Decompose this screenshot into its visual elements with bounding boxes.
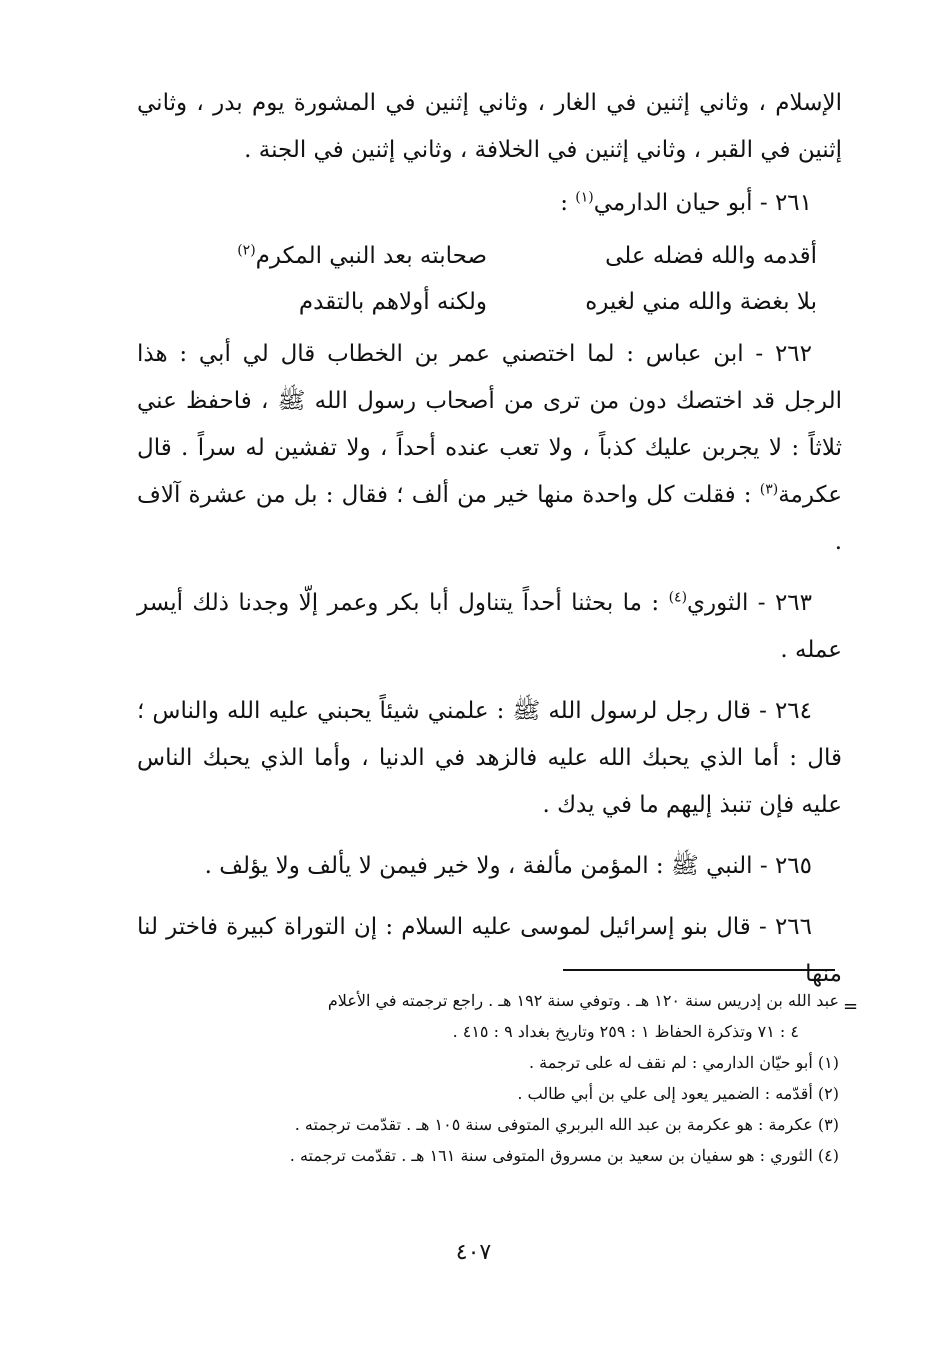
footnote-ref-4: (٤) (668, 589, 688, 606)
footnote-continuation-line-2 (139, 1016, 839, 1047)
footnote-continuation-marker: = (843, 996, 859, 1017)
poem-verse-2 (137, 279, 817, 325)
footnote-continuation-line-1 (139, 985, 839, 1016)
footnote-text: (١) أبو حيّان الدارمي : لم نقف له على ترجمة . (529, 1053, 839, 1072)
paragraph-text: : ما بحثنا أحداً يتناول أبا بكر وعمر إلّا وجدنا ذلك أيسر عمله . (137, 590, 842, 663)
footnote-divider (563, 969, 835, 971)
paragraph-text: ٢٦٥ - النبي ﷺ : المؤمن مألفة ، ولا خير فيمن لا يألف ولا يؤلف . (204, 853, 812, 879)
paragraph-text: ٢٦٦ - قال بنو إسرائيل لموسى عليه السلام : إن التوراة كبيرة فاختر لنا منها (137, 914, 842, 987)
paragraph-265 (137, 843, 842, 890)
entry-heading-tail: : (560, 190, 576, 216)
paragraph-text: الإسلام ، وثاني إثنين في الغار ، وثاني إثنين في المشورة يوم بدر ، وثاني إثنين في القبر ، وثاني إثنين في الخلافة ، وثاني إثنين في الجنة . (137, 90, 842, 163)
page-number: ٤٠٧ (455, 1240, 492, 1265)
hemistich-right (487, 279, 817, 325)
footnote-ref-1: (١) (575, 189, 594, 206)
footnotes (139, 985, 839, 1171)
main-text (137, 80, 842, 998)
paragraph-264 (137, 688, 842, 829)
paragraph-text: ٢٦٢ - ابن عباس : لما اختصني عمر بن الخطاب قال لي أبي : هذا الرجل قد اختصك دون من ترى من أصحاب رسول الله ﷺ ، فاحفظ عني ثلاثاً : لا يجربن عليك كذباً ، ولا تعب عنده أحداً ، ولا تفشين له سراً . قال عكرمة (137, 341, 842, 508)
footnote-ref-2: (٢) (237, 242, 256, 259)
entry-heading: ٢٦١ - أبو حيان الدارمي (593, 190, 812, 216)
poem (137, 233, 842, 325)
footnote-text: (٤) الثوري : هو سفيان بن سعيد بن مسروق المتوفى سنة ١٦١ هـ . تقدّمت ترجمته . (289, 1146, 839, 1165)
footnote-ref-3: (٣) (759, 481, 779, 498)
paragraph-text: : فقلت كل واحدة منها خير من ألف ؛ فقال : بل من عشرة آلاف . (137, 482, 842, 555)
poem-verse-1 (137, 233, 817, 279)
footnote-3 (139, 1109, 839, 1140)
hemistich-text: ولكنه أولاهم بالتقدم (298, 289, 487, 315)
paragraph-text: ٢٦٣ - الثوري (687, 590, 812, 616)
hemistich-right (487, 233, 817, 279)
footnote-text: (٢) أقدّمه : الضمير يعود إلى علي بن أبي طالب . (517, 1084, 839, 1103)
hemistich-text: صحابته بعد النبي المكرم (255, 243, 487, 269)
footnote-text: عبد الله بن إدريس سنة ١٢٠ هـ . وتوفي سنة ١٩٢ هـ . راجع ترجمته في الأعلام (327, 991, 839, 1010)
hemistich-text: بلا بغضة والله مني لغيره (585, 289, 817, 315)
hemistich-text: أقدمه والله فضله على (605, 243, 817, 269)
hemistich-left (152, 233, 487, 279)
paragraph-263 (137, 580, 842, 674)
paragraph-266 (137, 904, 842, 998)
footnote-text: (٣) عكرمة : هو عكرمة بن عبد الله البربري المتوفى سنة ١٠٥ هـ . تقدّمت ترجمته . (294, 1115, 839, 1134)
footnote-2 (139, 1078, 839, 1109)
paragraph-text: ٢٦٤ - قال رجل لرسول الله ﷺ : علمني شيئاً يحبني عليه الله والناس ؛ قال : أما الذي يحبك الله عليه فالزهد في الدنيا ، وأما الذي يحبك الناس عليه فإن تنبذ إليهم ما في يدك . (137, 698, 842, 818)
paragraph-continuation (137, 80, 842, 174)
hemistich-left (152, 279, 487, 325)
footnote-4 (139, 1140, 839, 1171)
paragraph-261 (137, 180, 842, 227)
paragraph-262 (137, 331, 842, 566)
footnote-1 (139, 1047, 839, 1078)
footnote-text: ٤ : ٧١ وتذكرة الحفاظ ١ : ٢٥٩ وتاريخ بغداد ٩ : ٤١٥ . (452, 1022, 799, 1041)
